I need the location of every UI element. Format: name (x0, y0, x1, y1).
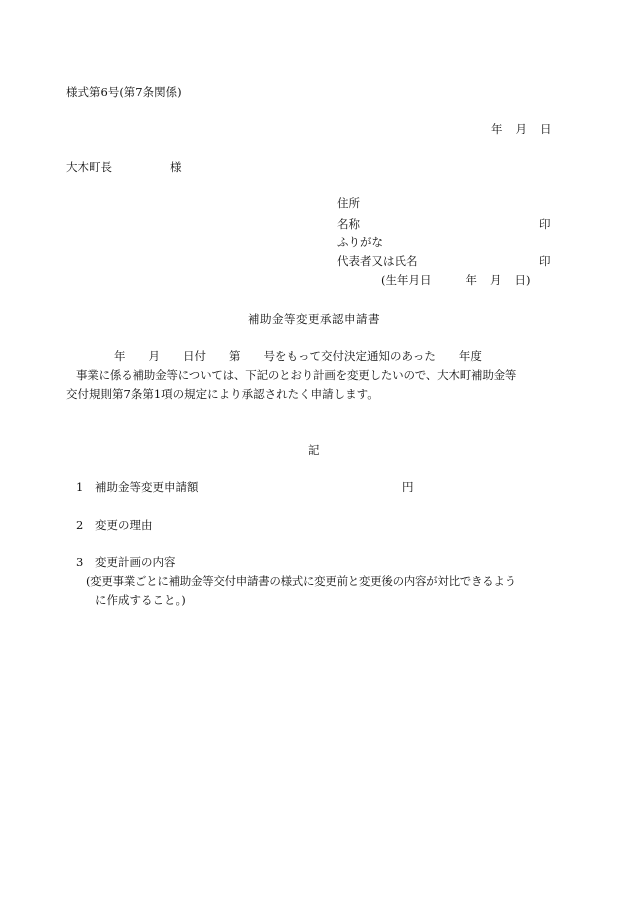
furigana-label: ふりがな (337, 235, 383, 249)
birth-day: 日) (514, 273, 531, 287)
date-year: 年 (491, 122, 503, 136)
item-1-label: 補助金等変更申請額 (95, 480, 199, 494)
item-3-note-line-1: (変更事業ごとに補助金等交付申請書の様式に変更前と変更後の内容が対比できるよう (86, 574, 516, 588)
date-month: 月 (515, 122, 527, 136)
date-day: 日 (540, 122, 552, 136)
representative-label: 代表者又は氏名 (337, 254, 418, 268)
body-line-1 (114, 351, 482, 363)
body-line-3: 交付規則第7条第1項の規定により承認されたく申請します。 (66, 387, 379, 401)
item-3-label: 変更計画の内容 (95, 555, 176, 569)
body-line-2: 事業に係る補助金等については、下記のとおり計画を変更したいので、大木町補助金等 (76, 368, 517, 382)
body-month: 月 (148, 349, 160, 363)
item-1-unit: 円 (402, 480, 414, 494)
seal-mark: 印 (539, 254, 551, 268)
body-number-suffix: 号をもって交付決定通知のあった (263, 349, 436, 363)
item-2-number: 2 (76, 518, 84, 532)
application-date (491, 124, 552, 136)
item-2-label: 変更の理由 (95, 518, 153, 532)
item-1-number: 1 (76, 480, 84, 494)
birth-year: 年 (465, 273, 477, 287)
form-number: 様式第6号(第7条関係) (66, 85, 182, 99)
address-label: 住所 (337, 196, 360, 210)
seal-mark: 印 (539, 217, 551, 231)
item-3-note-line-2: に作成すること。) (95, 593, 186, 607)
ki-heading: 記 (308, 443, 320, 457)
birth-label: (生年月日 (381, 273, 432, 287)
body-number-prefix: 第 (229, 349, 241, 363)
body-year: 年 (114, 349, 126, 363)
body-fiscal-year: 年度 (458, 349, 482, 363)
birth-month: 月 (490, 273, 502, 287)
birth-date (381, 275, 531, 287)
addressee-honorific: 様 (170, 160, 182, 174)
addressee-name: 大木町長 (66, 160, 112, 174)
addressee (66, 162, 182, 174)
item-3-number: 3 (76, 555, 84, 569)
body-day: 日付 (183, 349, 206, 363)
document-title: 補助金等変更承認申請書 (248, 312, 380, 326)
name-label: 名称 (337, 217, 360, 231)
